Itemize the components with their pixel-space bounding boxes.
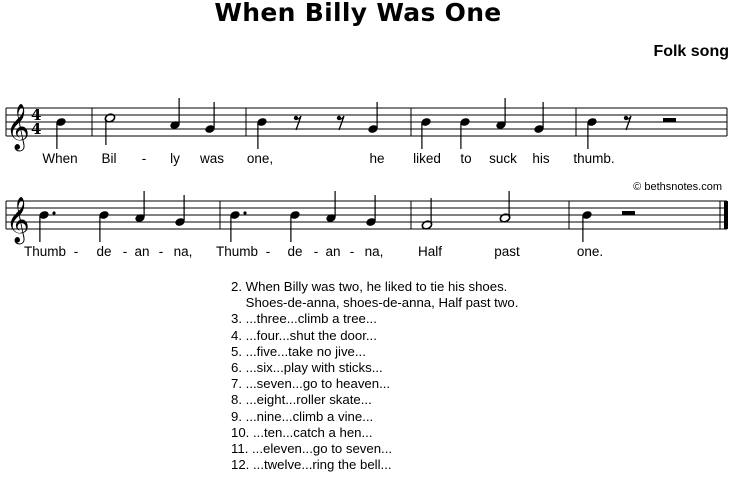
note	[421, 198, 433, 230]
lyric-syllable: -	[313, 244, 319, 259]
lyric-syllable: suck	[489, 151, 517, 166]
lyric-syllable: Bil	[101, 151, 117, 166]
note	[174, 195, 186, 227]
note	[229, 210, 241, 242]
verse-line: 7. ...seven...go to heaven...	[231, 376, 391, 392]
note	[420, 117, 432, 149]
lyric-syllable: an	[134, 244, 150, 259]
eighth-rest-icon	[294, 116, 301, 130]
song-title: When Billy Was One	[214, 0, 502, 27]
lyric-syllable: liked	[413, 151, 441, 166]
lyric-syllable: de	[96, 244, 112, 259]
verse-line: 6. ...six...play with sticks...	[231, 360, 383, 376]
half-rest-icon	[622, 211, 635, 215]
lyric-syllable: -	[141, 151, 147, 166]
dot	[243, 211, 246, 214]
note	[365, 195, 377, 227]
note	[256, 117, 268, 149]
lyric-syllable: When	[42, 151, 78, 166]
note	[55, 117, 67, 149]
copyright-credit: © bethsnotes.com	[633, 181, 722, 193]
lyric-syllable: ly	[170, 151, 180, 166]
note	[495, 98, 507, 130]
time-signature-top: 4	[31, 106, 42, 124]
verse-line: 8. ...eight...roller skate...	[231, 392, 372, 408]
lyric-syllable: an	[325, 244, 341, 259]
treble-clef-icon: 𝄞	[6, 104, 30, 150]
lyric-syllable: Thumb	[215, 244, 259, 259]
note	[169, 98, 181, 130]
note	[459, 117, 471, 149]
verse-line: 5. ...five...take no jive...	[231, 343, 366, 359]
note	[581, 210, 593, 242]
lyric-syllable: -	[73, 244, 79, 259]
lyric-syllable: -	[349, 244, 355, 259]
verse-line: Shoes-de-anna, shoes-de-anna, Half past two.	[231, 295, 519, 311]
lyric-syllable: na,	[364, 244, 384, 259]
eighth-rest-icon	[624, 116, 631, 130]
note	[38, 210, 50, 242]
note	[367, 102, 379, 134]
lyric-syllable: na,	[173, 244, 193, 259]
lyric-syllable: -	[265, 244, 271, 259]
lyric-syllable: -	[158, 244, 164, 259]
verse-line: 4. ...four...shut the door...	[231, 327, 377, 343]
lyric-syllable: past	[494, 244, 520, 259]
note	[204, 102, 216, 134]
note	[289, 210, 301, 242]
verses-list	[231, 279, 518, 473]
note	[98, 210, 110, 242]
verse-line: 3. ...three...climb a tree...	[231, 311, 377, 327]
treble-clef-icon: 𝄞	[6, 197, 30, 243]
note	[134, 191, 146, 223]
lyric-syllable: Half	[417, 244, 443, 259]
verse-line: 9. ...nine...climb a vine...	[231, 408, 374, 424]
lyric-syllable: his	[532, 151, 550, 166]
lyric-syllable: he	[369, 151, 385, 166]
half-rest-icon	[663, 118, 676, 122]
note	[586, 117, 598, 149]
note	[499, 191, 511, 223]
lyric-syllable: to	[460, 151, 472, 166]
verse-line: 11. ...eleven...go to seven...	[231, 441, 393, 457]
final-barline	[724, 201, 728, 229]
lyric-syllable: -	[122, 244, 128, 259]
eighth-rest-icon	[337, 116, 344, 130]
lyric-syllable: was	[199, 151, 225, 166]
lyric-syllable: one,	[246, 151, 274, 166]
staff-system-1	[6, 98, 727, 152]
time-signature-bottom: 4	[31, 120, 42, 138]
note	[533, 102, 545, 134]
lyric-syllable: thumb.	[573, 151, 615, 166]
note	[325, 191, 337, 223]
lyric-syllable: one.	[576, 244, 604, 259]
verse-line: 2. When Billy was two, he liked to tie his shoes.	[231, 279, 508, 294]
lyric-syllable: Thumb	[23, 244, 67, 259]
verse-line: 12. ...twelve...ring the bell...	[231, 457, 392, 473]
composer-label: Folk song	[653, 43, 729, 60]
verse-line: 10. ...ten...catch a hen...	[231, 424, 373, 440]
staff-system-2	[6, 191, 728, 245]
dot	[52, 211, 55, 214]
lyric-syllable: de	[287, 244, 303, 259]
